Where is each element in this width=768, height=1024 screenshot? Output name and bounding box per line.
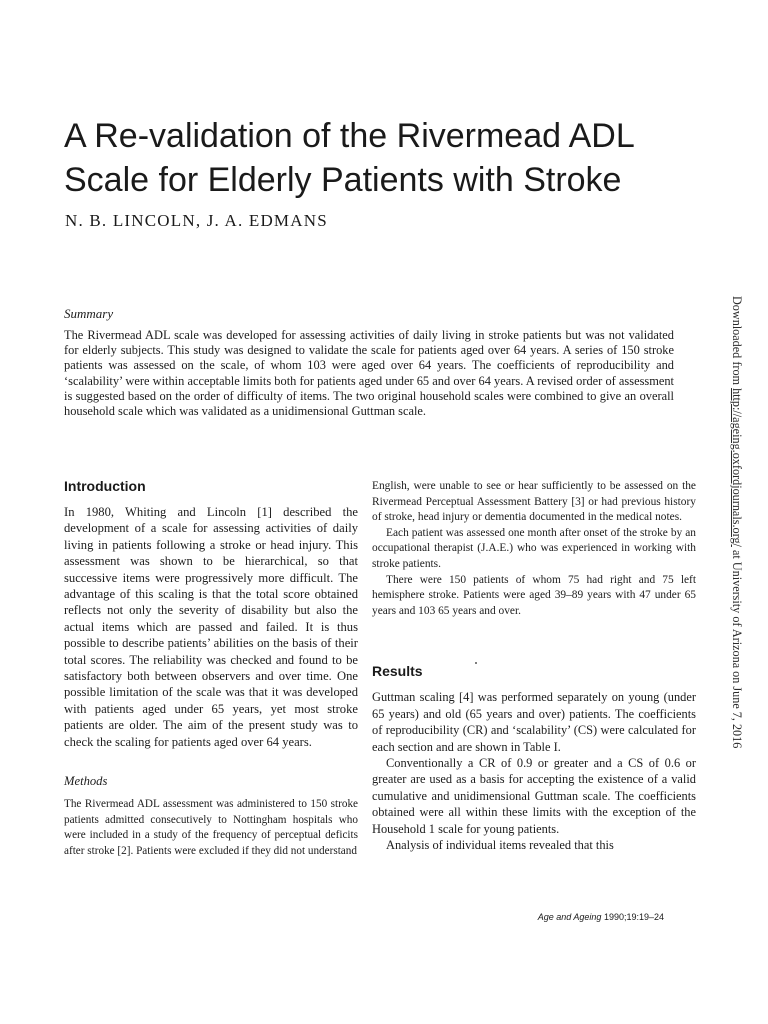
results-paragraph-1: Guttman scaling [4] was performed separately on young (under 65 years) and old (65 years and over) patients. The coefficients of reproducibility (CR) and ‘scalability’ (CS) were calculated for each section and are shown in Table I.	[372, 690, 696, 754]
stray-mark	[475, 662, 477, 664]
download-prefix: Downloaded from	[730, 296, 744, 386]
methods-paragraph-2: Each patient was assessed one month after onset of the stroke by an occupational therapist (J.A.E.) who was experienced in working with stroke patients.	[372, 526, 696, 570]
summary-heading: Summary	[64, 306, 114, 321]
methods-heading: Methods	[64, 774, 108, 789]
left-column	[64, 478, 358, 859]
download-suffix: at University of Arizona on June 7, 2016	[730, 549, 744, 749]
download-url-link[interactable]: http://ageing.oxfordjournals.org/	[730, 388, 744, 547]
introduction-heading: Introduction	[64, 478, 146, 494]
authors: N. B. LINCOLN, J. A. EDMANS	[65, 211, 328, 230]
results-paragraph-2: Conventionally a CR of 0.9 or greater and a CS of 0.6 or greater are used as a basis for accepting the existence of a valid cumulative and unidimensional Guttman scale. The coefficients obtained were all within these limits with the exception of the Household 1 scale for young patients.	[372, 755, 696, 836]
citation-journal: Age and Ageing	[537, 912, 602, 922]
methods-text: The Rivermead ADL assessment was administered to 150 stroke patients admitted consecutively to Nottingham hospitals who were included in a study of the frequency of perceptual deficits after stroke [2]. Patients were excluded if they did not understand	[64, 798, 358, 857]
paper-title: A Re-validation of the Rivermead ADL Scale for Elderly Patients with Stroke	[64, 117, 634, 199]
citation-reference: 1990;19:19–24	[603, 912, 664, 922]
journal-citation	[538, 912, 664, 922]
summary-section	[64, 306, 674, 419]
results-heading: Results	[372, 663, 423, 680]
methods-paragraph-3: There were 150 patients of whom 75 had right and 75 left hemisphere stroke. Patients were aged 39–89 years with 47 under 65 years and 103 65 years and over.	[372, 573, 696, 617]
right-column	[372, 479, 696, 853]
download-notice	[729, 296, 744, 749]
summary-text: The Rivermead ADL scale was developed for assessing activities of daily living in stroke patients but was not validated for elderly subjects. This study was designed to validate the scale for patients aged over 64 years. A series of 150 stroke patients was assessed on the scale, of whom 103 were aged over 64 years. The coefficients of reproducibility and ‘scalability’ were within acceptable limits both for patients aged under 65 and over 64 years. A revised order of assessment is suggested based on the order of difficulty of items. The two original household scales were combined to give an overall household scale which was validated as a unidimensional Guttman scale.	[64, 328, 674, 419]
results-paragraph-3: Analysis of individual items revealed that this	[386, 838, 614, 852]
methods-continued-text: English, were unable to see or hear sufficiently to be assessed on the Rivermead Perceptual Assessment Battery [3] or had previous history of stroke, head injury or dementia documented in the medical notes.	[372, 480, 696, 524]
introduction-text: In 1980, Whiting and Lincoln [1] described the development of a scale for assessing activities of daily living in patients following a stroke or head injury. This assessment was shown to be hierarchical, so that successive items were progressively more difficult. The advantage of this scaling is that the total score obtained reflects not only the severity of disability but also the actual items which are passed and failed. It is thus possible to describe patients’ abilities on the basis of their total scores. The reliability was checked and found to be satisfactory both between observers and over time. One possible limitation of the scale was that it was developed with patients aged under 65 years, yet most stroke patients are older. The aim of the present study was to check the scaling for patients aged over 64 years.	[64, 505, 358, 749]
